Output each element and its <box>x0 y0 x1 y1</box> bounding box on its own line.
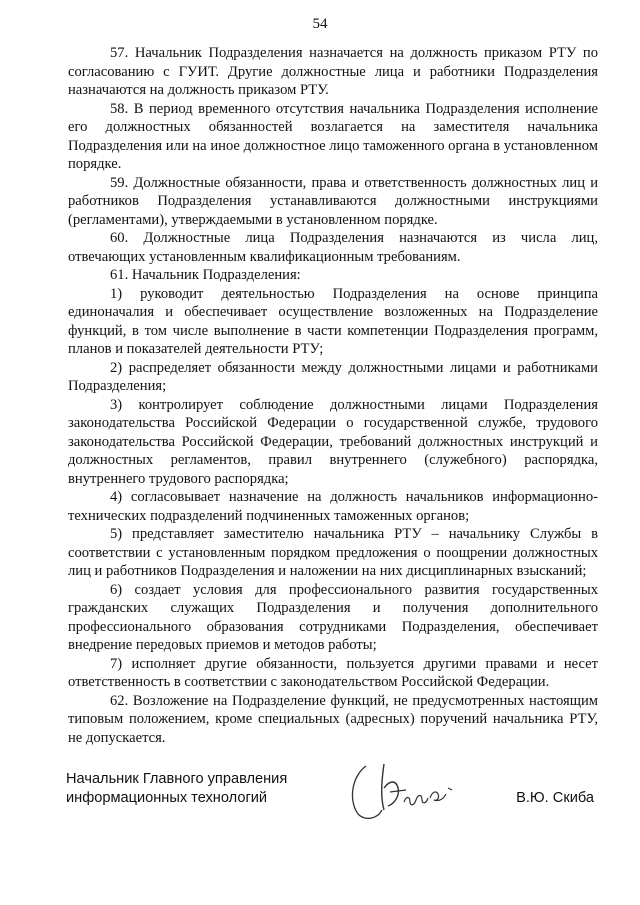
paragraph-60: 60. Должностные лица Подразделения назначаются из числа лиц, отвечающих установленным квалификационным требованиям. <box>68 230 598 265</box>
list-item-7: 7) исполняет другие обязанности, пользуется другими правами и несет ответственность в соответствии с законодательством Российской Федерации. <box>68 655 598 690</box>
list-item-3: 3) контролирует соблюдение должностными лицами Подразделения законодательства Российской Федерации о государственной службе, трудового законодательства Российской Федерации, требований должностных инструкций и должностных регламентов, правил внутреннего (служебного) распорядка, внутреннего трудового распорядка; <box>68 396 598 487</box>
signature-block <box>66 770 606 840</box>
signatory-name: В.Ю. Скиба <box>516 790 594 806</box>
handwritten-signature <box>344 758 464 828</box>
list-item-1: 1) руководит деятельностью Подразделения на основе принципа единоначалия и обеспечивает осуществление возложенных на Подразделение функций, в том числе выполнение в части компетенции Подразделения программ, планов и показателей деятельности РТУ; <box>68 285 598 357</box>
document-body <box>68 44 598 747</box>
list-item-2: 2) распределяет обязанности между должностными лицами и работниками Подразделения; <box>68 359 598 394</box>
paragraph-59: 59. Должностные обязанности, права и ответственность должностных лиц и работников Подразделения устанавливаются должностными инструкциями (регламентами), утверждаемыми в установленном порядке. <box>68 174 598 228</box>
signatory-title <box>66 770 287 807</box>
paragraph-62: 62. Возложение на Подразделение функций, не предусмотренных настоящим типовым положением, кроме специальных (адресных) поручений начальника РТУ, не допускается. <box>68 692 598 746</box>
paragraph-61: 61. Начальник Подразделения: <box>110 267 301 283</box>
list-item-6: 6) создает условия для профессионального развития государственных гражданских служащих Подразделения и получения дополнительного профессионального образования сотрудниками Подразделения, обеспечивает внедрение передовых приемов и методов работы; <box>68 581 598 653</box>
signatory-title-line-2: информационных технологий <box>66 789 268 806</box>
page-number: 54 <box>312 16 328 32</box>
paragraph-58: 58. В период временного отсутствия начальника Подразделения исполнение его должностных обязанностей возлагается на заместителя начальника Подразделения или на иное должностное лицо таможенного органа в установленном порядке. <box>68 100 598 172</box>
paragraph-57: 57. Начальник Подразделения назначается на должность приказом РТУ по согласованию с ГУИТ. Другие должностные лица и работники Подразделения назначаются на должность приказом РТУ. <box>68 45 598 98</box>
list-item-5: 5) представляет заместителю начальника РТУ – начальнику Службы в соответствии с установленным порядком предложения о поощрении должностных лиц и работников Подразделения и наложении на них дисциплинарных взысканий; <box>68 526 598 579</box>
signatory-title-line-1: Начальник Главного управления <box>66 771 288 787</box>
list-item-4: 4) согласовывает назначение на должность начальников информационно-технических подразделений подчиненных таможенных органов; <box>68 489 598 524</box>
